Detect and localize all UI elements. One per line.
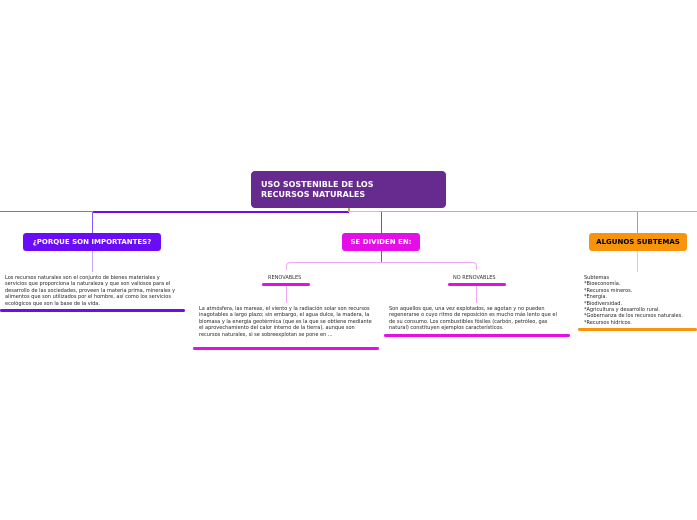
subtemas-line: *Gobernanza de los recursos naturales. [584,313,683,320]
no-renovables-text-underline [384,334,570,337]
no-renovables-text: Son aquellos que, una vez explotados, se agotan y no pueden regenerarse o cuyo ritmo de reposición es mucho más lento que el de su consumo. Los combustibles fósiles (carbón, petróleo, gas natural) constituyen ejemplos característicos. [389,306,557,332]
subtemas-line: *Recursos hídricos. [584,319,632,326]
topic-algunos-subtemas[interactable] [589,233,687,251]
connector-branch1-horizontal [92,211,349,213]
central-topic[interactable] [251,171,446,208]
subtemas-line: *Bioeconomía. [584,281,621,288]
topic-label: SE DIVIDEN EN: [350,238,412,246]
branch1-underline [0,309,185,312]
central-topic-line1: USO SOSTENIBLE DE LOS [261,180,374,189]
subtemas-line: *Agricultura y desarrollo rural. [584,307,660,314]
branch1-text: Los recursos naturales son el conjunto de bienes materiales y servicios que proporciona la naturaleza y que son valiosos para el desarrollo de las sociedades, proveen la materia prima, minerales y alimentos que son utilizados por el hombre, así como los servicios ecológicos que son la base de la vida. [5,275,176,307]
central-topic-line2: RECURSOS NATURALES [261,190,366,199]
connector-no-renovables-down [476,286,477,303]
connector-branch2-horizontal [349,211,381,212]
connector-branch1-down [92,251,93,272]
subtemas-line: *Recursos mineros. [584,287,633,294]
connector-right-edge [379,211,697,212]
connector-branch3-down [637,251,638,272]
subtemas-line: Subtemas [584,275,610,281]
connector-subtopics-horizontal [286,262,477,270]
renovables-text: La atmósfera, las mareas, el viento y la radiación solar son recursos inagotables a largo plazo; sin embargo, el agua dulce, la madera, la biomasa y la energía geotérmica (que es la que se obtiene mediante el aprovechamiento del calor interno de la tierra), aunque son recursos naturales, si se sobreexplotan se pone en ... [199,306,372,338]
topic-label: ALGUNOS SUBTEMAS [596,238,680,246]
subtemas-underline [578,328,697,331]
subtemas-line: *Biodiversidad. [584,300,623,307]
subtopic-no-renovables[interactable]: NO RENOVABLES [453,275,496,281]
connector-branch1-vertical [92,212,93,234]
renovables-text-underline [193,347,379,350]
connector-branch3-vertical [637,212,638,234]
connector-branch2-down [381,251,382,262]
no-renovables-underline [448,283,506,286]
connector-renovables-down [286,286,287,303]
topic-label: ¿PORQUE SON IMPORTANTES? [32,238,152,246]
connector-branch2-vertical [381,212,382,234]
topic-se-dividen-en[interactable] [342,233,420,251]
subtopic-renovables[interactable]: RENOVABLES [268,275,302,281]
connector-left-edge [0,211,92,212]
subtemas-list [584,275,697,326]
subtemas-line: *Energía. [584,294,608,301]
topic-porque-son-importantes[interactable] [23,233,161,251]
